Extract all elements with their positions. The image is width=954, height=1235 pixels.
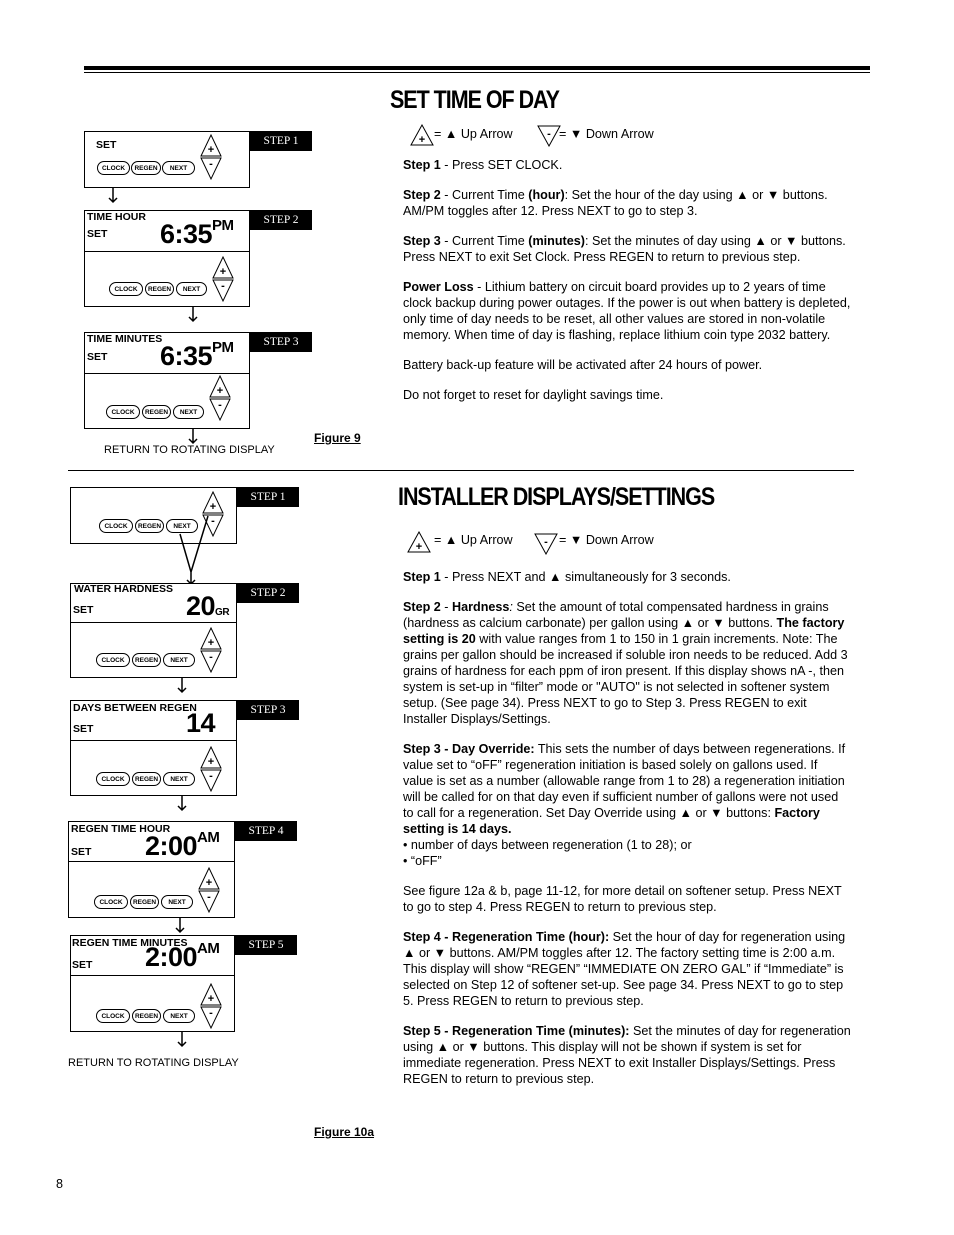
s1-step1: Step 1 - Press SET CLOCK. <box>403 158 563 172</box>
s1-step3-line1: TIME MINUTES <box>87 333 163 345</box>
s1-step2-line1: TIME HOUR <box>87 211 146 223</box>
down-arrow-legend: = ▼ Down Arrow <box>559 533 654 547</box>
s1-step2-arrows-icon[interactable] <box>211 256 235 304</box>
s1-step3: Step 3 - Current Time (minutes): Set the minutes of day using ▲ or ▼ buttons. Press NEXT to exit Set Clock. Press REGEN to return to previous step. <box>403 234 846 264</box>
s2-step5: Step 5 - Regeneration Time (minutes): Set the minutes of day for regeneration using ▲ or ▼ buttons. This display will not be shown if system is set for immediate regeneration. Press NEXT to exit Installer Displays/Settings. Press REGEN to return to previous step. <box>403 1024 851 1086</box>
s1-power-loss: Power Loss - Lithium battery on circuit board provides up to 2 years of time clock backup during power outages. If the power is out when battery is depleted, only time of day needs to be reset, all other values are stored in non-volatile memory. When time of day is flashing, replace lithium coin type 2032 battery. <box>403 280 851 342</box>
s1-step2: Step 2 - Current Time (hour): Set the hour of the day using ▲ or ▼ buttons. AM/PM toggles after 12. Press NEXT to go to step 3. <box>403 188 828 218</box>
section2-text <box>403 569 851 1101</box>
s2-step4: Step 4 - Regeneration Time (hour): Set the hour of day for regeneration using ▲ or ▼ buttons. AM/PM toggles after 12. The factory setting time is 2:00 a.m. This display will show “REGEN” “IMMEDIATE ON ZERO GAL” if “Immediate” is selected on Step 12 of softener set-up. See page 34. Press NEXT to go to step 5. Press REGEN to return to previous step. <box>403 930 846 1008</box>
s2-step4-line1: REGEN TIME HOUR <box>71 823 171 835</box>
clock-button[interactable]: CLOCK <box>96 653 130 667</box>
s2-step5-tag: STEP 5 <box>235 935 297 955</box>
down-arrow-legend-icon <box>534 533 558 555</box>
s1-step2-tag: STEP 2 <box>250 210 312 230</box>
next-button[interactable]: NEXT <box>163 1009 195 1023</box>
svg-text:-: - <box>547 128 551 140</box>
clock-button[interactable]: CLOCK <box>97 161 130 175</box>
s1-step2-value: $6:35^{PM}$ <box>160 217 234 249</box>
svg-text:+: + <box>209 501 217 513</box>
s1-note1: Battery back-up feature will be activated after 24 hours of power. <box>403 358 763 372</box>
s2-flow-arrow-4 <box>173 918 187 934</box>
svg-text:+: + <box>216 385 224 397</box>
s2-step1-tag: STEP 1 <box>237 487 299 507</box>
svg-text:+: + <box>219 266 227 278</box>
s2-step4-value: $2:00^{AM}$ <box>145 829 220 861</box>
s2-step1: Step 1 - Press NEXT and ▲ simultaneously for 3 seconds. <box>403 570 731 584</box>
s2-step3-arrows-icon[interactable] <box>199 746 223 794</box>
s1-step3-line2: SET <box>87 351 108 363</box>
svg-text:+: + <box>207 756 215 768</box>
regen-button[interactable]: REGEN <box>131 161 161 175</box>
next-button[interactable]: NEXT <box>163 653 195 667</box>
svg-text:-: - <box>211 515 215 527</box>
s2-flow-arrow-5 <box>175 1032 189 1048</box>
s2-flow-arrow-3 <box>175 796 189 812</box>
s1-step3-arrows-icon[interactable] <box>208 375 232 423</box>
clock-button[interactable]: CLOCK <box>109 282 143 296</box>
s2-step3-line2: SET <box>73 723 94 735</box>
s1-step1-arrows-icon[interactable] <box>199 134 223 182</box>
down-arrow-legend-icon <box>537 125 561 147</box>
regen-button[interactable]: REGEN <box>132 772 161 786</box>
s2-step4-arrows-icon[interactable] <box>197 867 221 915</box>
s2-step5-arrows-icon[interactable] <box>199 983 223 1031</box>
svg-text:+: + <box>415 541 423 553</box>
s2-see-note: See figure 12a & b, page 11-12, for more detail on softener setup. Press NEXT to go to step 4. Press REGEN to return to previous step. <box>403 884 842 914</box>
up-arrow-legend: = ▲ Up Arrow <box>434 127 513 141</box>
s2-step2-arrows-icon[interactable] <box>199 627 223 675</box>
top-rule-thick <box>84 66 870 70</box>
next-button[interactable]: NEXT <box>163 772 195 786</box>
s1-step1-tag: STEP 1 <box>250 131 312 151</box>
s1-flow-arrow-2 <box>186 307 200 323</box>
svg-text:-: - <box>209 1007 213 1019</box>
svg-text:-: - <box>207 891 211 903</box>
up-arrow-legend-icon <box>410 124 434 146</box>
regen-button[interactable]: REGEN <box>130 895 159 909</box>
regen-button[interactable]: REGEN <box>135 519 164 533</box>
svg-text:-: - <box>209 770 213 782</box>
s2-flow-arrow-2 <box>175 678 189 694</box>
svg-text:-: - <box>221 280 225 292</box>
s2-step5-line2: SET <box>72 959 93 971</box>
regen-button[interactable]: REGEN <box>132 653 161 667</box>
next-button[interactable]: NEXT <box>176 282 207 296</box>
clock-button[interactable]: CLOCK <box>94 895 128 909</box>
s1-note2: Do not forget to reset for daylight savings time. <box>403 388 664 402</box>
svg-text:-: - <box>218 399 222 411</box>
s2-step4-line2: SET <box>71 846 92 858</box>
up-arrow-legend: = ▲ Up Arrow <box>434 533 513 547</box>
svg-text:+: + <box>207 637 215 649</box>
down-arrow-legend: = ▼ Down Arrow <box>559 127 654 141</box>
figure-10a-label: Figure 10a <box>314 1125 375 1139</box>
s2-step2-line2: SET <box>73 604 94 616</box>
next-button[interactable]: NEXT <box>166 519 198 533</box>
regen-button[interactable]: REGEN <box>142 405 171 419</box>
figure-9-label: Figure 9 <box>314 431 361 445</box>
s2-step2-tag: STEP 2 <box>237 583 299 603</box>
s2-step3-value: 14 <box>186 708 216 738</box>
s2-step5-line1: REGEN TIME MINUTES <box>72 937 188 949</box>
s2-step2-line1: WATER HARDNESS <box>74 583 173 595</box>
clock-button[interactable]: CLOCK <box>96 772 130 786</box>
s2-combined-press-lines <box>175 514 215 586</box>
regen-button[interactable]: REGEN <box>145 282 174 296</box>
s1-step2-line2: SET <box>87 228 108 240</box>
svg-text:-: - <box>209 651 213 663</box>
section-divider <box>68 470 854 471</box>
s1-step1-set-label: SET <box>96 139 117 151</box>
s1-step3-value: $6:35^{PM}$ <box>160 339 234 371</box>
s1-flow-arrow-3 <box>186 429 200 445</box>
svg-text:+: + <box>207 993 215 1005</box>
next-button[interactable]: NEXT <box>162 161 195 175</box>
top-rule-thin <box>84 72 870 73</box>
s2-step3: Step 3 - Day Override: This sets the number of days between regenerations. If value set to “oFF” regeneration initiation is based solely on gallons used. If value is set as a number (allowable range from 1 to 28) a regeneration initiation will be called for on that day even if sufficient number of gallons were not used to call for a regeneration. Set Day Override using ▲ or ▼ buttons: Factory setting is 14 days. • number of days between regeneration (1 to 28); or • “oFF” <box>403 742 846 868</box>
s2-return-label: RETURN TO ROTATING DISPLAY <box>68 1057 239 1069</box>
s2-step2-value: 20GR <box>186 591 230 621</box>
clock-button[interactable]: CLOCK <box>99 519 133 533</box>
clock-button[interactable]: CLOCK <box>106 405 140 419</box>
svg-text:-: - <box>544 536 548 548</box>
s2-step4-tag: STEP 4 <box>235 821 297 841</box>
s1-return-label: RETURN TO ROTATING DISPLAY <box>104 444 275 456</box>
s2-step5-value: $2:00^{AM}$ <box>145 940 220 972</box>
svg-text:+: + <box>205 877 213 889</box>
s2-step3-line1: DAYS BETWEEN REGEN <box>73 702 197 714</box>
s2-step2: Step 2 - Hardness: Set the amount of total compensated hardness in grains (hardness as calcium carbonate) per gallon using ▲ or ▼ buttons. The factory setting is 20 with value ranges from 1 to 150 in 1 grain increments. Note: The grains per gallon should be increased if soluble iron needs to be reduced. Add 3 grains of hardness for each ppm of iron present. If this display shows nA -, then system is set-up in “filter” mode or "AUTO" is not selected in softener system setup. (See page 34). Press NEXT to go to Step 3. Press REGEN to exit Installer Displays/Settings. <box>403 600 848 726</box>
section-title-set-time: SET TIME OF DAY <box>390 86 559 114</box>
up-arrow-legend-icon <box>407 531 431 553</box>
next-button[interactable]: NEXT <box>161 895 193 909</box>
s2-step3-tag: STEP 3 <box>237 700 299 720</box>
svg-text:+: + <box>418 134 426 146</box>
page-number: 8 <box>56 1177 64 1191</box>
next-button[interactable]: NEXT <box>173 405 204 419</box>
svg-text:+: + <box>207 144 215 156</box>
section-title-installer: INSTALLER DISPLAYS/SETTINGS <box>398 483 715 511</box>
section1-text <box>403 157 853 417</box>
s1-flow-arrow-1 <box>106 188 120 204</box>
s1-step3-tag: STEP 3 <box>250 332 312 352</box>
clock-button[interactable]: CLOCK <box>96 1009 130 1023</box>
svg-text:-: - <box>209 158 213 170</box>
regen-button[interactable]: REGEN <box>132 1009 161 1023</box>
